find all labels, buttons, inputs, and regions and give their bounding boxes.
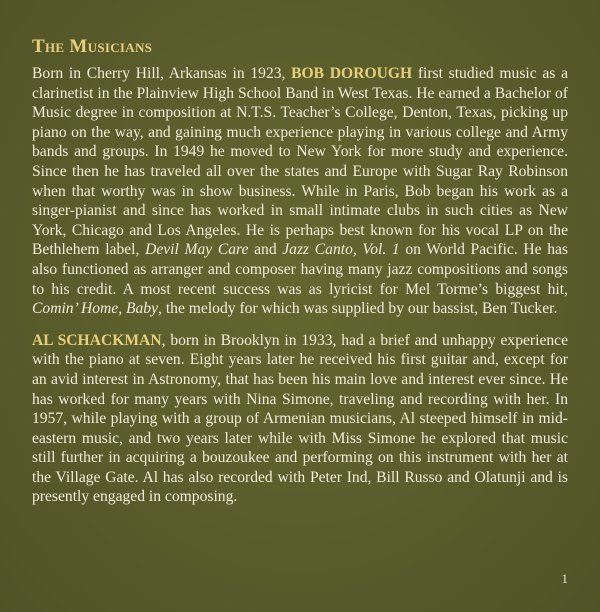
bio-text: , born in Brooklyn in 1933, had a brief and unhappy experience with the piano at seven. Eight years later he received his first guitar and, except for an avid interest in Astronomy, that has been his main love and interest ever since. He has worked for many years with Nina Simone, traveling and recording with her. In 1957, while playing with a group of Armenian musicians, Al steeped himself in mid-eastern music, and two years later while with Miss Simone he explored that music still further in acquiring a bouzoukee and performing on this instrument with her at the Village Gate. Al has also recorded with Peter Ind, Bill Russo and Olatunji and is presently engaged in composing. [32,331,569,506]
song-title: Comin’ Home, Baby [32,300,159,318]
album-title: Devil May Care [145,241,249,259]
al-schackman-bio [32,331,568,507]
bob-dorough-bio [32,64,568,319]
bio-text: , the melody for which was supplied by our bassist, Ben Tucker. [158,300,558,318]
bio-text: and [248,241,283,259]
album-title: Jazz Canto, Vol. 1 [282,241,400,259]
bio-text: on World Pacific. He has also functioned as arranger and composer having many jazz compositions and songs to his credit. A most recent success was as lyricist for Mel Torme’s biggest hit, [32,241,568,298]
musician-name: BOB DOROUGH [291,65,413,82]
bio-text: Born in Cherry Hill, Arkansas in 1923, [32,65,292,82]
musician-name: AL SCHACKMAN [32,331,162,349]
page-number: 1 [561,571,568,586]
bio-text: first studied music as a clarinetist in the Plainview High School Band in West Texas. He earned a Bachelor of Music degree in composition at N.T.S. Teacher’s College, Denton, Texas, picking up piano on the way, and gaining much experience playing in various college and Army bands and groups. In 1949 he moved to New York for more study and experience. Since then he has traveled all over the states and Europe with Sugar Ray Robinson when that worthy was in show business. While in Paris, Bob began his work as a singer-pianist and since has worked in small intimate clubs in such cities as New York, Chicago and Los Angeles. He is perhaps best known for his vocal LP on the Bethlehem label, [32,65,568,259]
section-title: The Musicians [32,36,153,57]
liner-notes-page [32,36,568,507]
